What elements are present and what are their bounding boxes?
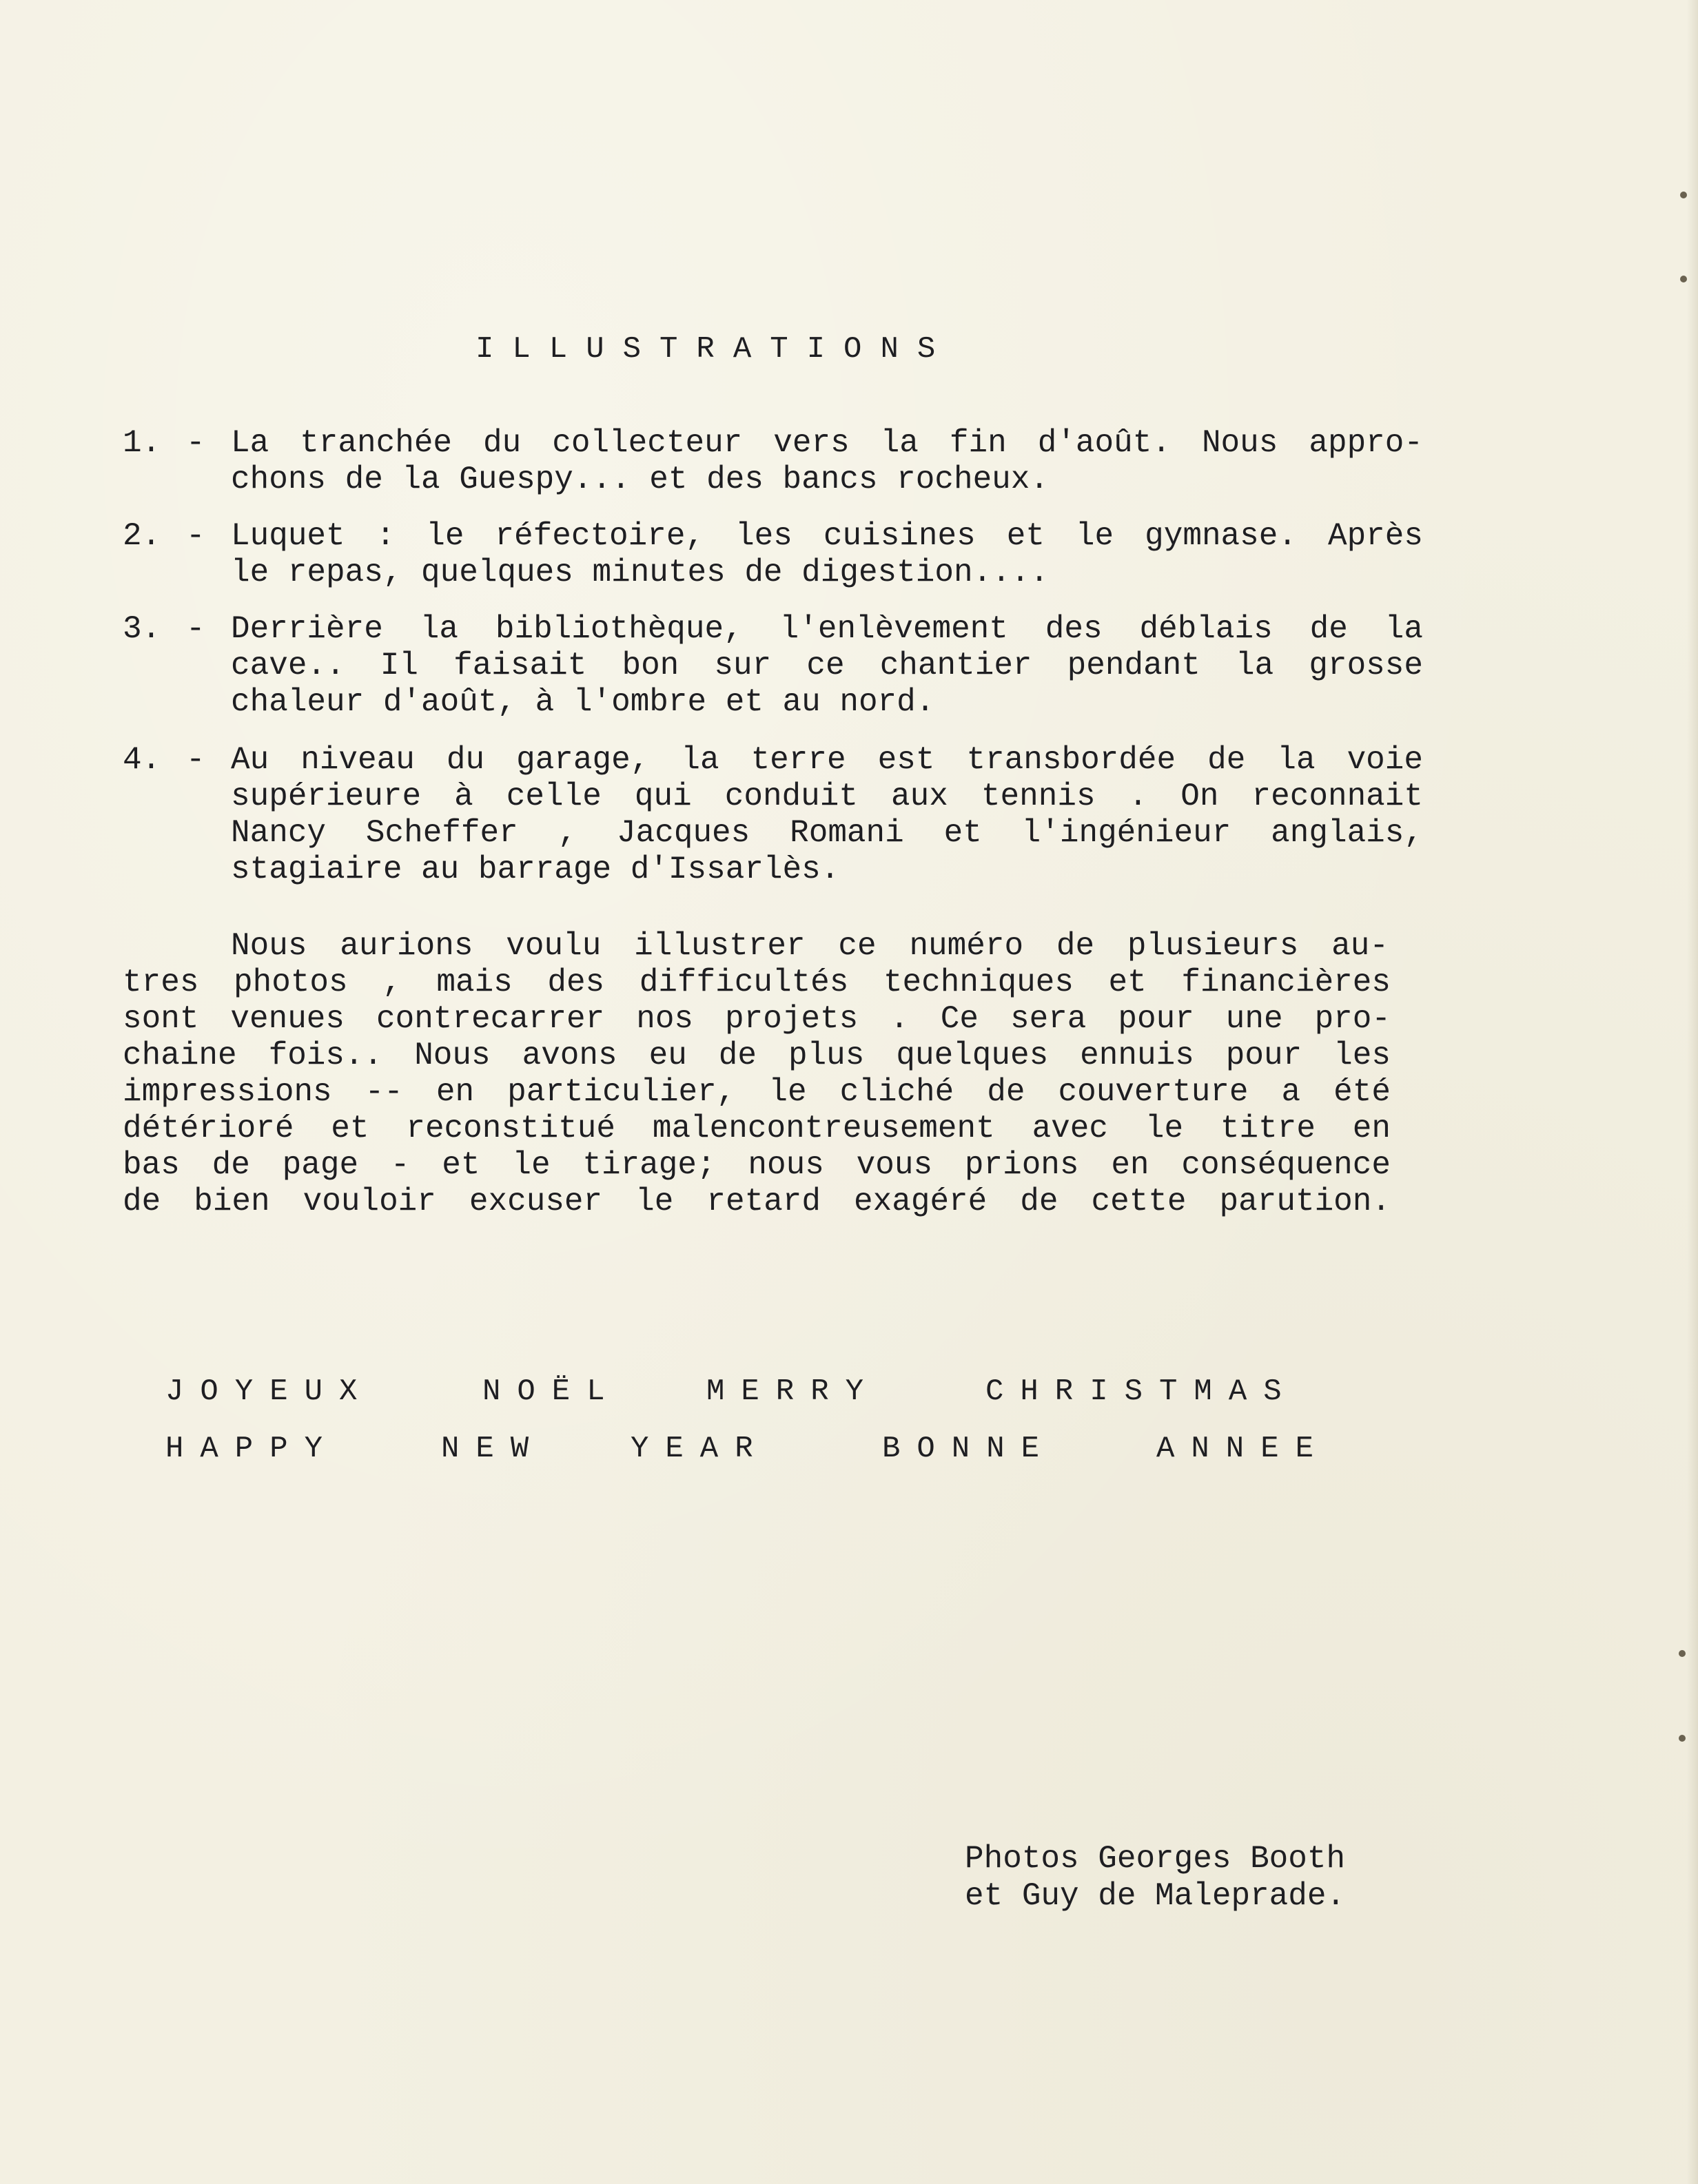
photo-credit-line: et Guy de Maleprade.	[965, 1878, 1346, 1914]
item-dash: -	[186, 742, 205, 778]
greeting-word: NEW	[441, 1432, 546, 1466]
item-text-line: Luquet : le réfectoire, les cuisines et le gymnase. Après	[231, 518, 1423, 554]
punch-mark	[1680, 276, 1687, 282]
page-edge-shadow	[1687, 0, 1698, 2184]
item-text-line: Derrière la bibliothèque, l'enlèvement des déblais de la	[231, 611, 1423, 647]
greeting-word: ANNEE	[1156, 1432, 1331, 1466]
greeting-word: NOËL	[482, 1374, 622, 1409]
greeting-word: MERRY	[706, 1374, 881, 1409]
item-text-line: chons de la Guespy... et des bancs rocheux.	[231, 462, 1049, 497]
item-dash: -	[186, 425, 205, 461]
item-dash: -	[186, 611, 205, 647]
greeting-word: YEAR	[631, 1432, 770, 1466]
item-text-line: cave.. Il faisait bon sur ce chantier pendant la grosse	[231, 648, 1423, 683]
item-text-line: Au niveau du garage, la terre est transbordée de la voie	[231, 742, 1423, 778]
paragraph-line: tres photos , mais des difficultés techniques et financières	[123, 965, 1391, 1000]
item-text-line: La tranchée du collecteur vers la fin d'août. Nous appro-	[231, 425, 1423, 461]
paragraph-line: Nous aurions voulu illustrer ce numéro de plusieurs au-	[231, 928, 1389, 964]
item-number: 1.	[123, 425, 161, 461]
item-dash: -	[186, 518, 205, 554]
greeting-word: HAPPY	[165, 1432, 340, 1466]
item-text-line: supérieure à celle qui conduit aux tennis . On reconnait	[231, 779, 1423, 814]
photo-credit-line: Photos Georges Booth	[965, 1841, 1346, 1877]
punch-mark	[1680, 192, 1687, 198]
punch-mark	[1679, 1650, 1686, 1657]
item-text-line: Nancy Scheffer , Jacques Romani et l'ingénieur anglais,	[231, 815, 1423, 851]
item-text-line: stagiaire au barrage d'Issarlès.	[231, 852, 840, 887]
item-number: 3.	[123, 611, 161, 647]
page-title: ILLUSTRATIONS	[475, 332, 954, 367]
paragraph-line: bas de page - et le tirage; nous vous prions en conséquence	[123, 1147, 1391, 1183]
paragraph-line: chaine fois.. Nous avons eu de plus quelques ennuis pour les	[123, 1038, 1391, 1073]
item-number: 2.	[123, 518, 161, 554]
paragraph-line: impressions -- en particulier, le cliché de couverture a été	[123, 1074, 1391, 1110]
greeting-word: CHRISTMAS	[985, 1374, 1298, 1409]
greeting-word: BONNE	[882, 1432, 1056, 1466]
item-text-line: le repas, quelques minutes de digestion....	[231, 555, 1049, 590]
greeting-word: JOYEUX	[165, 1374, 374, 1409]
paragraph-line: de bien vouloir excuser le retard exagéré de cette parution.	[123, 1184, 1391, 1219]
punch-mark	[1679, 1735, 1686, 1742]
paragraph-line: sont venues contrecarrer nos projets . Ce sera pour une pro-	[123, 1001, 1391, 1037]
paragraph-line: détérioré et reconstitué malencontreusement avec le titre en	[123, 1111, 1391, 1146]
item-number: 4.	[123, 742, 161, 778]
item-text-line: chaleur d'août, à l'ombre et au nord.	[231, 684, 935, 720]
